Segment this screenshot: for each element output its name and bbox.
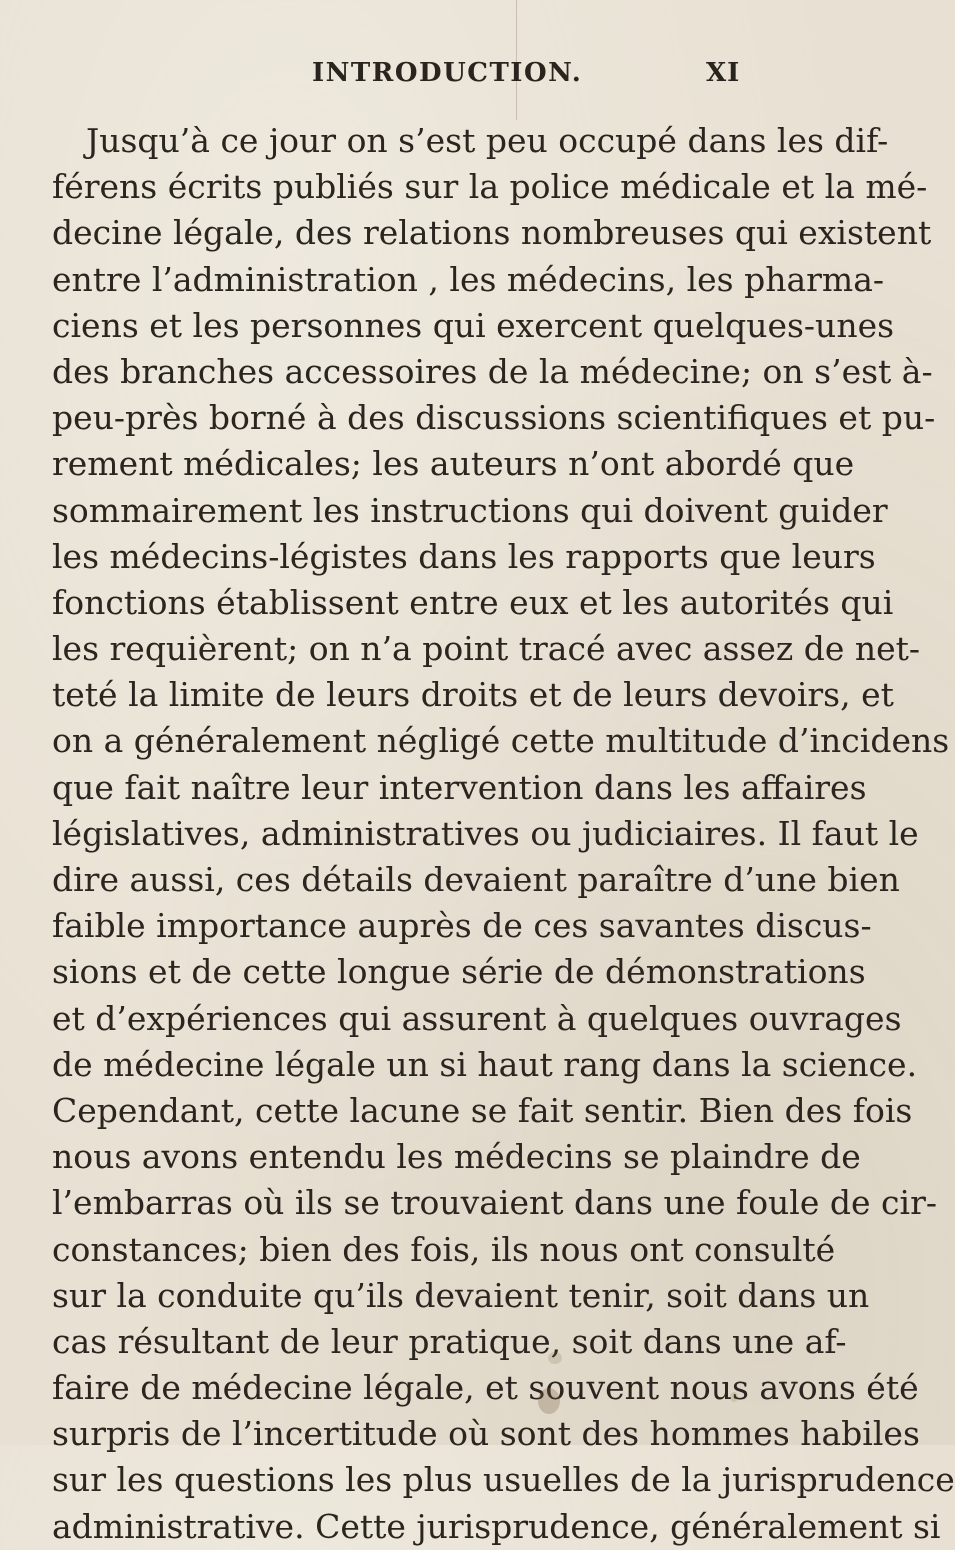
text-line: que fait naître leur intervention dans les affaires [52,767,867,807]
text-line: sur les questions les plus usuelles de la jurisprudence [52,1460,955,1500]
text-line: peu-près borné à des discussions scientifiques et pu- [52,398,936,438]
text-line: decine légale, des relations nombreuses qui existent [52,213,932,253]
text-line: faible importance auprès de ces savantes discus- [52,906,872,946]
text-line: les médecins-légistes dans les rapports que leurs [52,536,876,576]
text-line: on a généralement négligé cette multitude d’incidens [52,721,950,761]
text-line: fonctions établissent entre eux et les autorités qui [52,582,894,622]
text-line: teté la limite de leurs droits et de leurs devoirs, et [52,675,894,715]
text-line: dire aussi, ces détails devaient paraître d’une bien [52,860,900,899]
running-title: INTRODUCTION. [312,58,583,88]
text-line: administrative. Cette jurisprudence, généralement si [52,1506,941,1546]
ink-smudge [730,1392,738,1402]
body-paragraph [52,118,955,1550]
text-line: faire de médecine légale, et souvent nous avons été [52,1368,919,1408]
text-line: sur la conduite qu’ils devaient tenir, soit dans un [52,1275,870,1315]
text-line: nous avons entendu les médecins se plaindre de [52,1137,861,1177]
text-line: l’embarras où ils se trouvaient dans une foule de cir- [52,1183,937,1223]
ink-smudge [548,1352,562,1364]
text-line: sommairement les instructions qui doivent guider [52,490,888,530]
ink-smudge [538,1388,560,1414]
text-line: sions et de cette longue série de démonstrations [52,952,866,992]
text-line: surpris de l’incertitude où sont des hommes habiles [52,1414,920,1454]
text-line: ciens et les personnes qui exercent quelques-unes [52,305,895,345]
text-line: entre l’administration , les médecins, les pharma- [52,259,885,299]
text-line: de médecine légale un si haut rang dans la science. [52,1044,918,1084]
text-line: Jusqu’à ce jour on s’est peu occupé dans les dif- [86,121,889,160]
text-line: constances; bien des fois, ils nous ont consulté [52,1229,836,1269]
text-line: Cependant, cette lacune se fait sentir. Bien des fois [52,1090,913,1130]
text-line: les requièrent; on n’a point tracé avec assez de net- [52,629,921,669]
text-line: férens écrits publiés sur la police médicale et la mé- [52,167,928,207]
running-header [0,52,800,92]
text-line: rement médicales; les auteurs n’ont abordé que [52,444,855,484]
text-line: législatives, administratives ou judiciaires. Il faut le [52,813,919,853]
text-line: et d’expériences qui assurent à quelques ouvrages [52,998,902,1038]
text-line: cas résultant de leur pratique, soit dans une af- [52,1321,847,1361]
text-line: des branches accessoires de la médecine; on s’est à- [52,351,933,391]
page-number: XI [706,58,741,88]
